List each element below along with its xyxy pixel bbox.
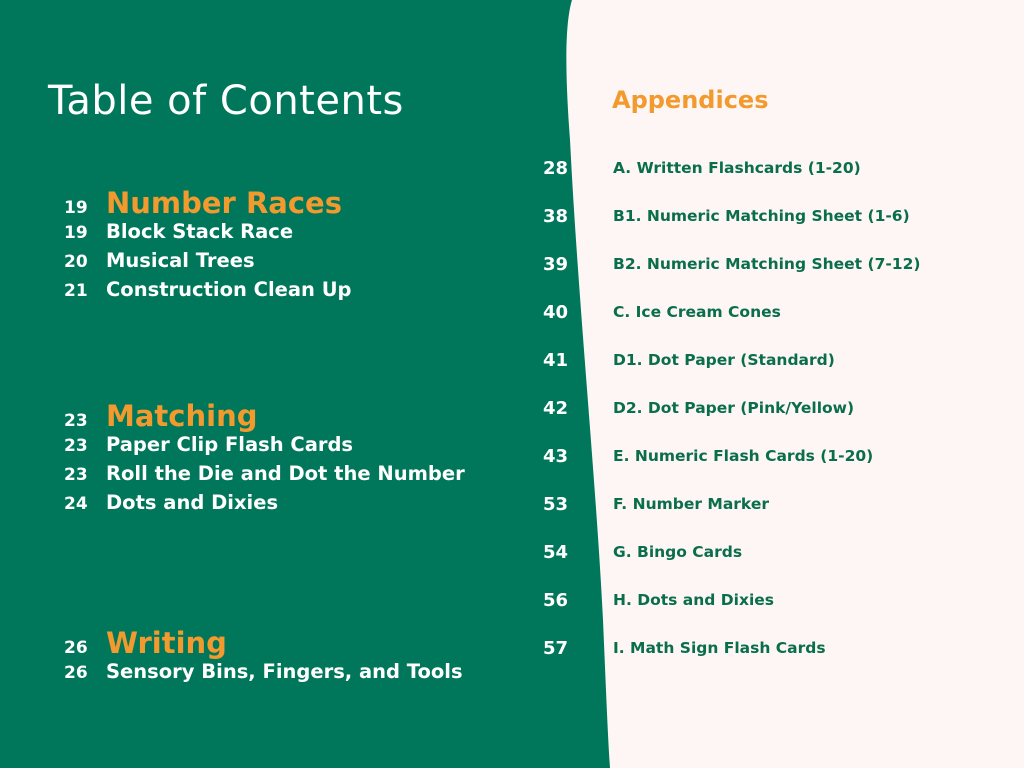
appendix-entry: [530, 528, 920, 576]
appendix-entry: [530, 240, 920, 288]
toc-entry: [64, 433, 465, 462]
page-number: 20: [64, 252, 88, 272]
page-number: 38: [542, 205, 568, 227]
section-heading-row: [64, 186, 352, 220]
section-number-races: [64, 186, 352, 307]
appendices-list: [530, 144, 920, 672]
page-number: 40: [542, 301, 568, 323]
page-number: 21: [64, 281, 88, 301]
page-number: 56: [542, 589, 568, 611]
appendix-entry: [530, 576, 920, 624]
appendix-label: D2. Dot Paper (Pink/Yellow): [613, 399, 855, 417]
appendix-entry: [530, 432, 920, 480]
appendix-entry: [530, 144, 920, 192]
section-writing: [64, 626, 463, 689]
page-number: 23: [64, 465, 88, 485]
appendix-label: F. Number Marker: [613, 495, 769, 513]
appendix-label: B1. Numeric Matching Sheet (1-6): [613, 207, 910, 225]
toc-entry: [64, 249, 352, 278]
appendix-entry: [530, 192, 920, 240]
entry-label: Paper Clip Flash Cards: [106, 433, 354, 456]
toc-entry: [64, 660, 463, 689]
appendices-title: Appendices: [612, 86, 769, 114]
appendix-entry: [530, 336, 920, 384]
page-number: 24: [64, 494, 88, 514]
section-matching: [64, 399, 465, 520]
page-number: 28: [542, 157, 568, 179]
page-number: 57: [542, 637, 568, 659]
appendix-label: G. Bingo Cards: [613, 543, 743, 561]
appendix-label: I. Math Sign Flash Cards: [613, 639, 826, 657]
page-number: 23: [64, 436, 88, 456]
appendix-label: H. Dots and Dixies: [613, 591, 775, 609]
section-heading: Number Races: [106, 186, 342, 220]
page-number: 53: [542, 493, 568, 515]
toc-entry: [64, 220, 352, 249]
entry-label: Dots and Dixies: [106, 491, 279, 514]
appendix-label: E. Numeric Flash Cards (1-20): [613, 447, 874, 465]
section-heading-row: [64, 626, 463, 660]
appendix-label: C. Ice Cream Cones: [613, 303, 781, 321]
section-heading: Matching: [106, 399, 258, 433]
entry-label: Roll the Die and Dot the Number: [106, 462, 465, 485]
appendix-entry: [530, 480, 920, 528]
page-number: 26: [64, 663, 88, 683]
toc-entry: [64, 278, 352, 307]
page-number: 23: [64, 411, 88, 431]
entry-label: Block Stack Race: [106, 220, 294, 243]
toc-entry: [64, 462, 465, 491]
toc-entry: [64, 491, 465, 520]
page-number: 43: [542, 445, 568, 467]
appendix-entry: [530, 384, 920, 432]
page-number: 41: [542, 349, 568, 371]
page-number: 54: [542, 541, 568, 563]
page-number: 19: [64, 198, 88, 218]
appendix-label: D1. Dot Paper (Standard): [613, 351, 835, 369]
entry-label: Musical Trees: [106, 249, 255, 272]
appendix-entry: [530, 624, 920, 672]
section-heading-row: [64, 399, 465, 433]
page-number: 42: [542, 397, 568, 419]
page-title: Table of Contents: [48, 78, 404, 124]
entry-label: Construction Clean Up: [106, 278, 352, 301]
section-heading: Writing: [106, 626, 227, 660]
appendix-entry: [530, 288, 920, 336]
entry-label: Sensory Bins, Fingers, and Tools: [106, 660, 463, 683]
page-number: 26: [64, 638, 88, 658]
appendix-label: B2. Numeric Matching Sheet (7-12): [613, 255, 921, 273]
page-number: 19: [64, 223, 88, 243]
appendix-label: A. Written Flashcards (1-20): [613, 159, 861, 177]
page-number: 39: [542, 253, 568, 275]
